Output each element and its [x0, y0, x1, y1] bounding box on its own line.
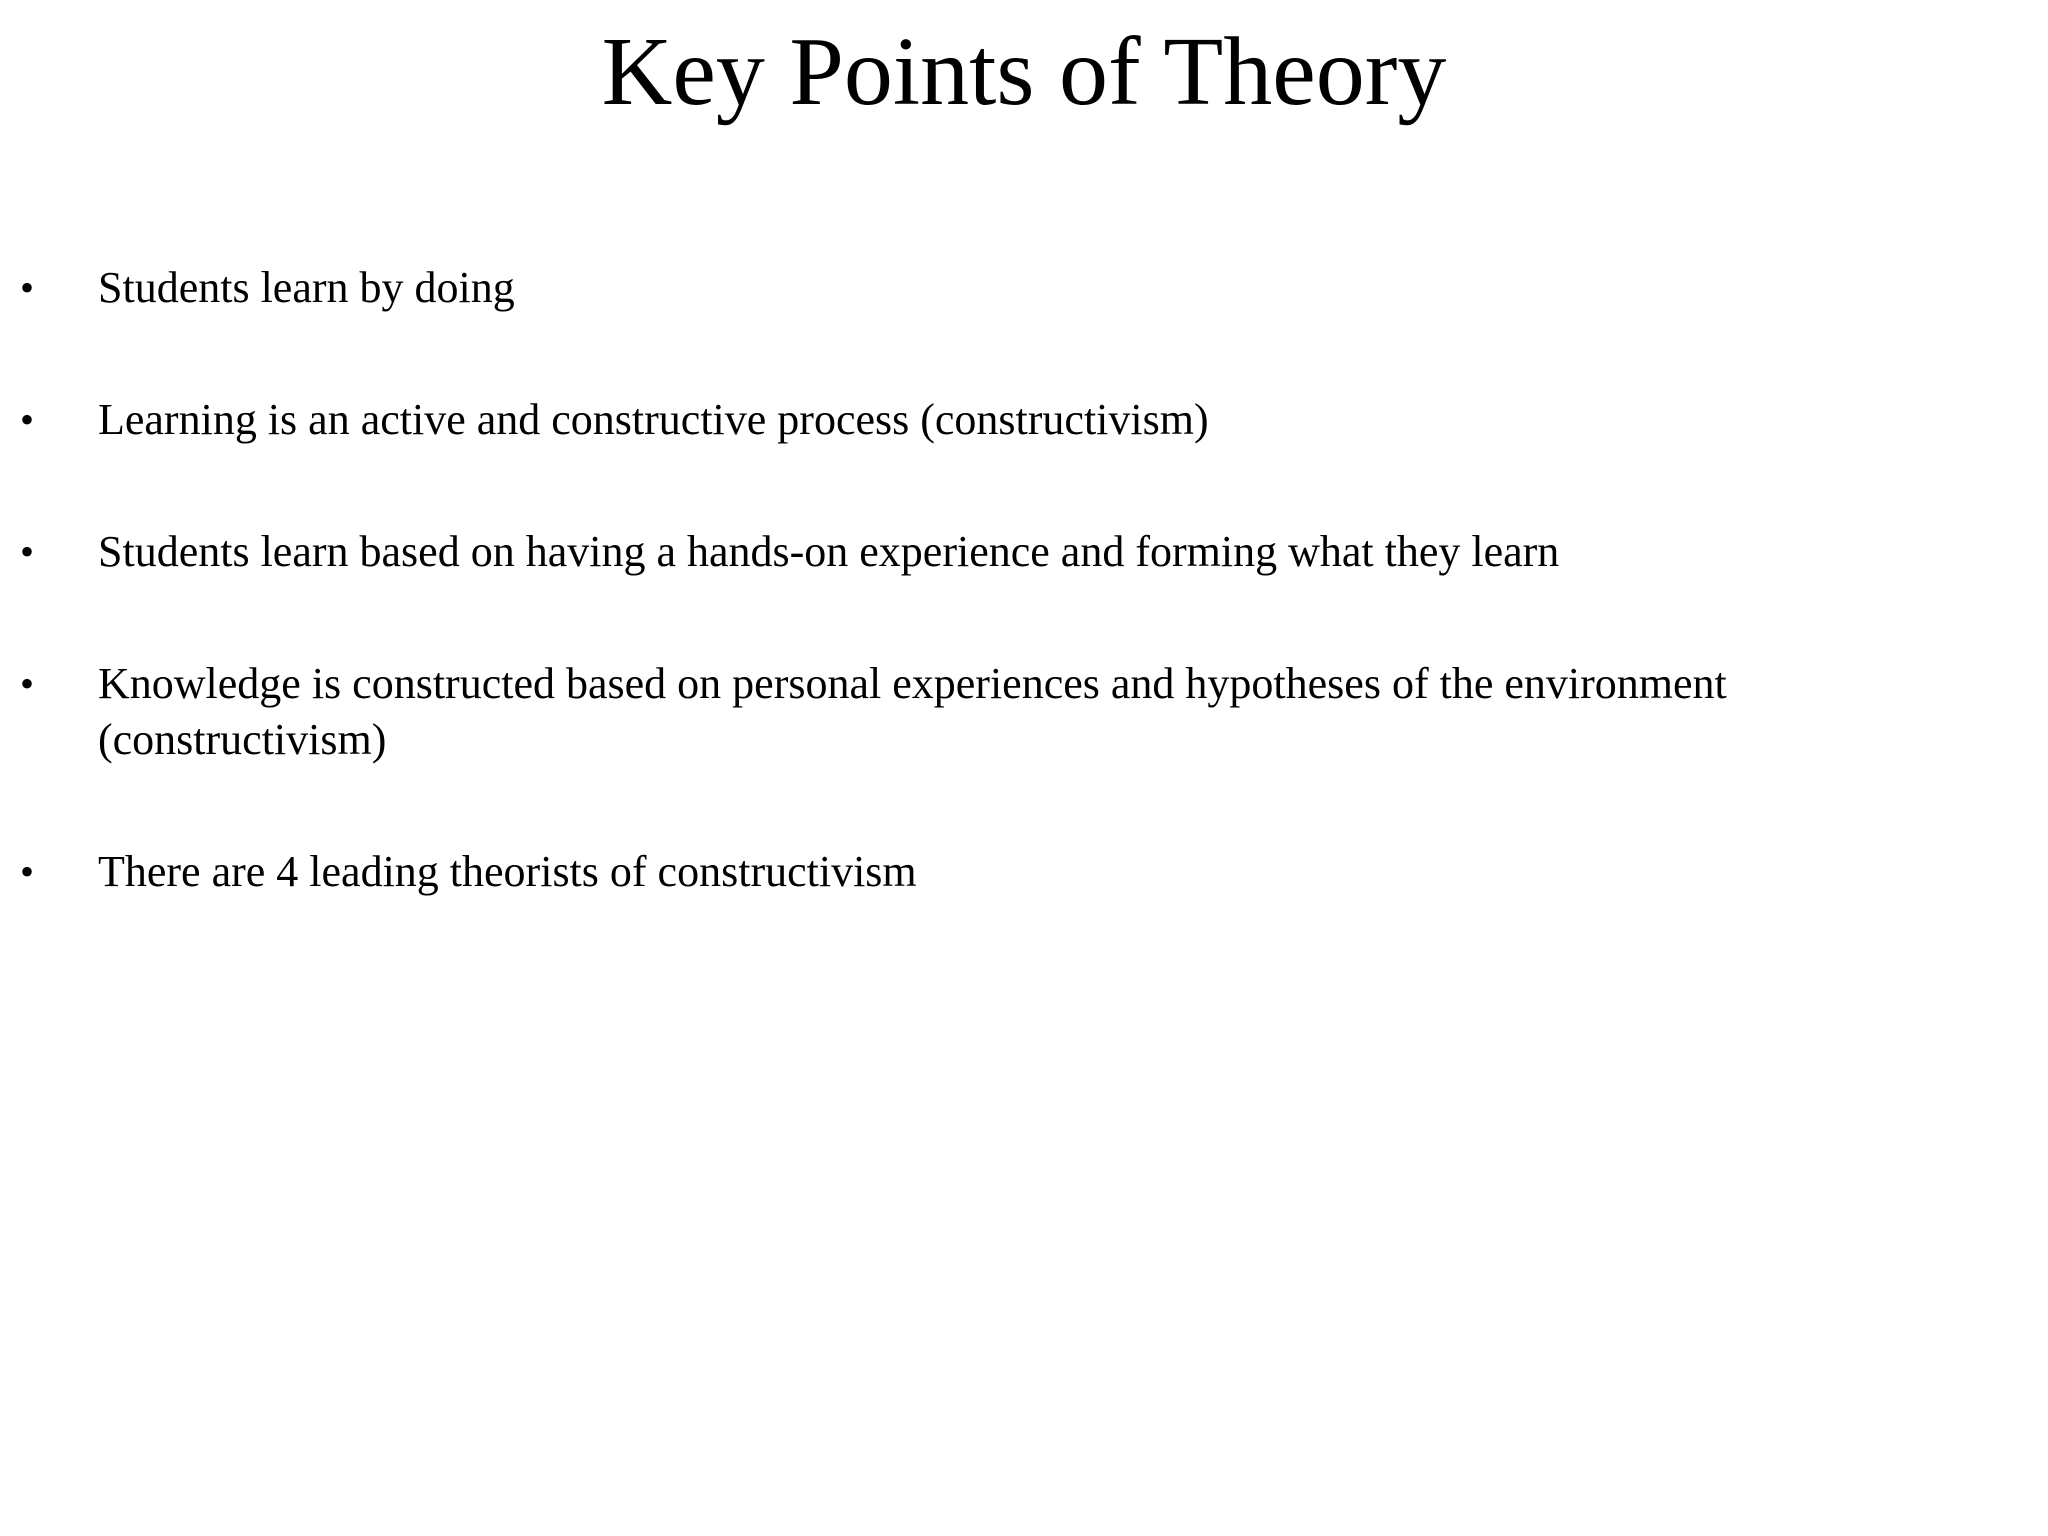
bullet-icon: • — [20, 529, 35, 574]
slide-title: Key Points of Theory — [601, 18, 1447, 126]
bullet-icon: • — [20, 265, 35, 310]
bullet-text: Knowledge is constructed based on personal experiences and hypotheses of the environment (constructivism) — [98, 659, 1727, 764]
bullet-text: There are 4 leading theorists of constructivism — [98, 847, 917, 896]
bullet-text: Students learn by doing — [98, 263, 515, 312]
list-item — [0, 260, 1960, 316]
bullet-icon: • — [20, 661, 35, 706]
bullet-text: Learning is an active and constructive process (constructivism) — [98, 395, 1209, 444]
list-item — [0, 844, 1960, 900]
bullet-icon: • — [20, 849, 35, 894]
list-item — [0, 392, 1960, 448]
list-item — [0, 656, 1818, 768]
list-item — [0, 524, 1960, 580]
bullet-list — [0, 260, 1960, 976]
bullet-icon: • — [20, 397, 35, 442]
bullet-text: Students learn based on having a hands-on experience and forming what they learn — [98, 527, 1560, 576]
